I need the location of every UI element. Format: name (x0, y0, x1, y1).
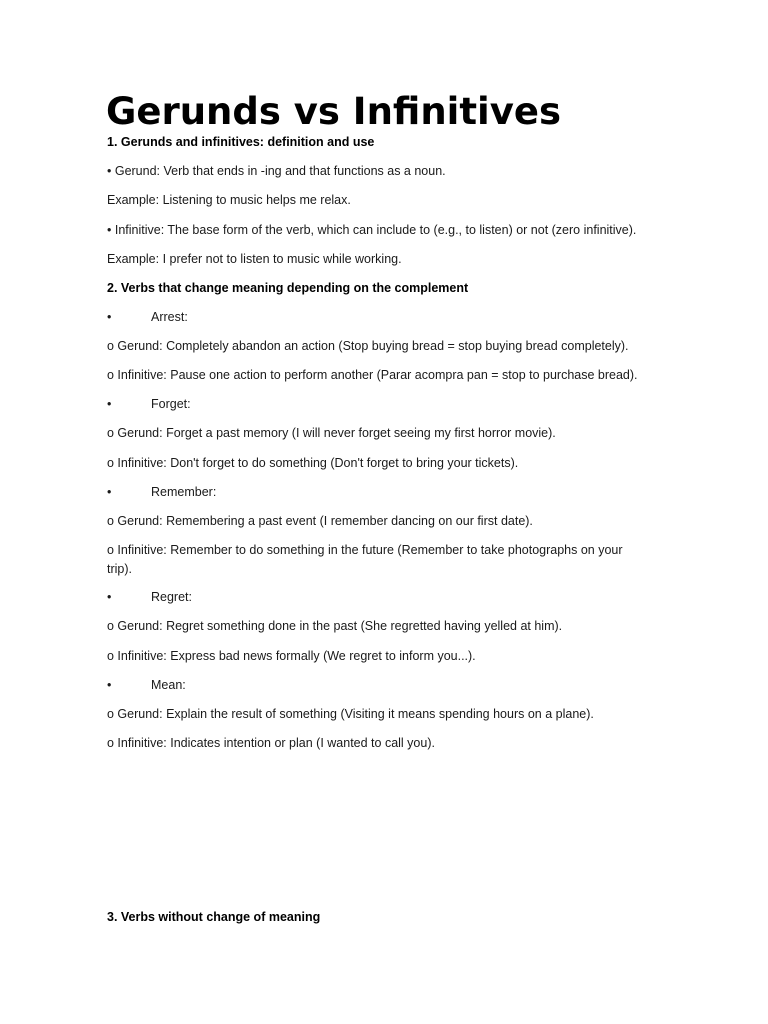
verb-infinitive-usage: o Infinitive: Don't forget to do something (Don't forget to bring your tickets). (107, 456, 519, 470)
bullet-icon: • (107, 485, 112, 499)
section-2-heading: 2. Verbs that change meaning depending on the complement (107, 281, 469, 295)
bullet-icon: • (107, 678, 112, 692)
gerund-example: Example: Listening to music helps me relax. (107, 193, 351, 207)
verb-infinitive-usage: o Infinitive: Express bad news formally (We regret to inform you...). (107, 649, 476, 663)
verb-gerund-usage: o Gerund: Regret something done in the past (She regretted having yelled at him). (107, 619, 563, 633)
verb-label: Forget: (151, 397, 191, 411)
verb-gerund-usage: o Gerund: Completely abandon an action (Stop buying bread = stop buying bread completely). (107, 339, 629, 353)
infinitive-definition: • Infinitive: The base form of the verb, which can include to (e.g., to listen) or not (zero infinitive). (107, 223, 637, 237)
bullet-icon: • (107, 397, 112, 411)
section-3-heading: 3. Verbs without change of meaning (107, 910, 321, 924)
verb-infinitive-usage: o Infinitive: Indicates intention or plan (I wanted to call you). (107, 736, 435, 750)
bullet-icon: • (107, 590, 112, 604)
verb-label: Mean: (151, 678, 186, 692)
verb-infinitive-usage: o Infinitive: Pause one action to perform another (Parar acompra pan = stop to purchase bread). (107, 368, 638, 382)
verb-gerund-usage: o Gerund: Explain the result of something (Visiting it means spending hours on a plane). (107, 707, 594, 721)
section-1-heading: 1. Gerunds and infinitives: definition and use (107, 135, 375, 149)
verb-label: Remember: (151, 485, 217, 499)
document-title: Gerunds vs Infinitives (106, 90, 561, 133)
bullet-icon: • (107, 310, 112, 324)
verb-label: Arrest: (151, 310, 188, 324)
verb-label: Regret: (151, 590, 192, 604)
verb-infinitive-usage: o Infinitive: Remember to do something in the future (Remember to take photographs on your trip). (107, 543, 623, 576)
infinitive-example: Example: I prefer not to listen to music while working. (107, 252, 402, 266)
verb-gerund-usage: o Gerund: Remembering a past event (I remember dancing on our first date). (107, 514, 533, 528)
gerund-definition: • Gerund: Verb that ends in -ing and that functions as a noun. (107, 164, 446, 178)
verb-gerund-usage: o Gerund: Forget a past memory (I will never forget seeing my first horror movie). (107, 426, 556, 440)
